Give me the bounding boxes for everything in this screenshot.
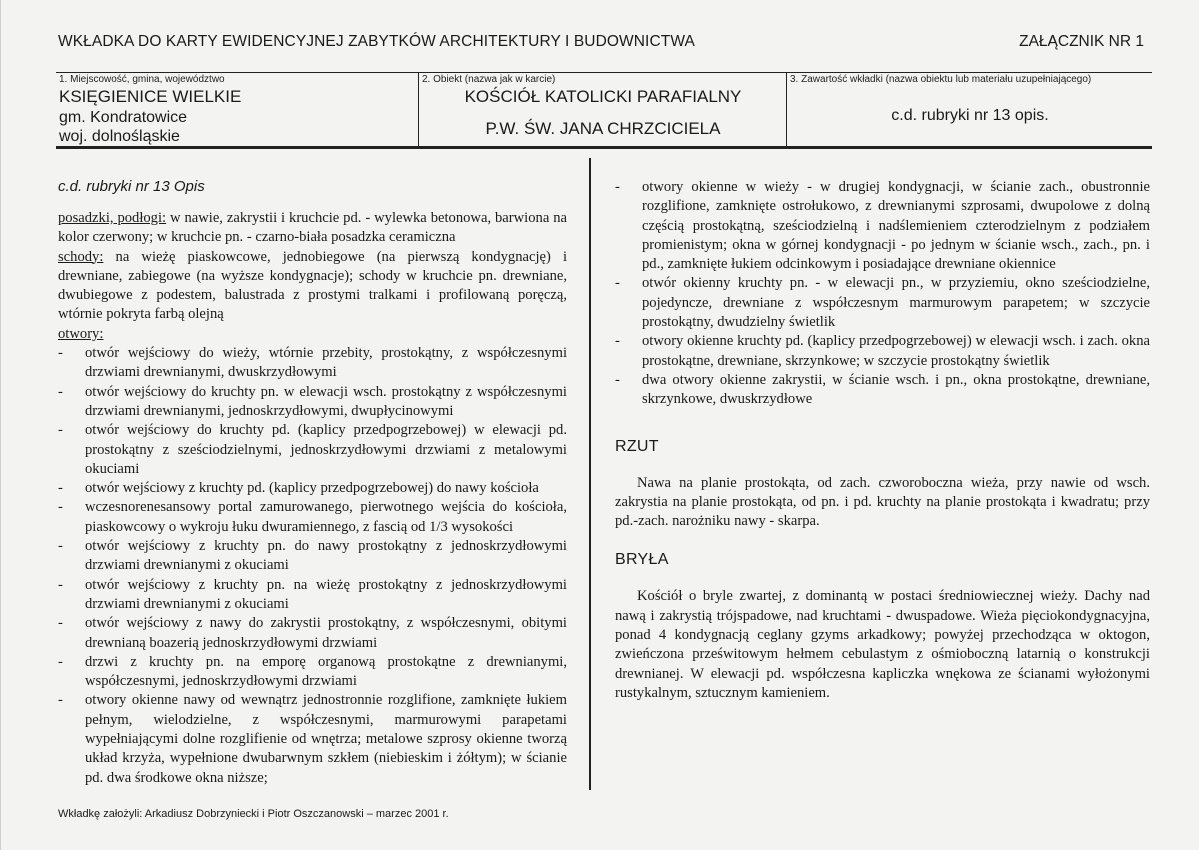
left-column: [58, 160, 567, 788]
list-item: - otwory okienne nawy od wewnątrz jednostronnie rozglifione, zamknięte łukiem pełnym, wielodzielne, z współczesnymi, marmurowymi parapetami wypełniającymi dolne rozglifienie od wnętrza; metalowe szprosy okienne tworzą układ krzyża, wypełnione dwubarwnym szkłem (niebieskim i żółtym); w ścianie pd. dwa środkowe okna niższe;: [58, 691, 567, 787]
list-item: - otwór wejściowy do wieży, wtórnie przebity, prostokątny, z współczesnymi drzwiami drewnianymi, dwuskrzydłowymi: [58, 344, 567, 383]
floors-paragraph: [58, 209, 567, 248]
location-box: [56, 73, 418, 146]
info-boxes: [56, 72, 1152, 149]
stairs-label: schody:: [58, 248, 104, 265]
column-divider: [589, 158, 591, 790]
list-item: - dwa otwory okienne zakrystii, w ścianie wsch. i pn., okna prostokątne, drewniane, skrzynkowe, dwuskrzydłowe: [615, 371, 1150, 410]
list-item: - otwór wejściowy z kruchty pn. do nawy prostokątny z jednoskrzydłowymi drzwiami drewnianymi z okuciami: [58, 537, 567, 576]
list-item: - otwór okienny kruchty pn. - w elewacji pn., w przyziemiu, okno sześciodzielne, pojedyncze, drewniane z współczesnym marmurowym parapetem; w szczycie prostokątny, dwudzielny świetlik: [615, 274, 1150, 332]
list-item: - otwór wejściowy do kruchty pn. w elewacji wsch. prostokątny z współczesnymi drzwiami drewnianymi, jednoskrzydłowymi, dwupłycinowymi: [58, 383, 567, 422]
location-label: 1. Miejscowość, gmina, województwo: [59, 74, 225, 85]
list-item: - drzwi z kruchty pn. na emporę organową prostokątne z drewnianymi, współczesnymi, jednoskrzydłowymi drzwiami: [58, 653, 567, 692]
floors-label: posadzki, podłogi:: [58, 210, 167, 226]
list-item: - otwory okienne kruchty pd. (kaplicy przedpogrzebowej) w elewacji wsch. i zach. okna prostokątne, drewniane, skrzynkowe; w szczycie prostokątny świetlik: [615, 332, 1150, 371]
contents-label: 3. Zawartość wkładki (nazwa obiektu lub materiału uzupełniającego): [790, 74, 1092, 85]
annex-label: ZAŁĄCZNIK NR 1: [1019, 33, 1144, 50]
list-item: - otwór wejściowy z nawy do zakrystii prostokątny, z współczesnymi, obitymi drewnianą boazerią jednoskrzydłowymi drzwiami: [58, 614, 567, 653]
object-name-line1: KOŚCIÓŁ KATOLICKI PARAFIALNY: [464, 87, 742, 106]
plan-heading: RZUT: [615, 437, 659, 455]
form-title: WKŁADKA DO KARTY EWIDENCYJNEJ ZABYTKÓW ARCHITEKTURY I BUDOWNICTWA: [58, 33, 695, 50]
stairs-paragraph: [58, 248, 567, 325]
contents-box: [786, 73, 1153, 146]
object-box: [418, 73, 787, 146]
window-openings-list: [615, 178, 1150, 410]
list-item: - wczesnorenesansowy portal zamurowanego, pierwotnego wejścia do kościoła, piaskowcowy o wykroju łuku dwuramiennego, z fascią od 1/3 wysokości: [58, 498, 567, 537]
list-item: - otwory okienne w wieży - w drugiej kondygnacji, w ścianie zach., obustronnie rozglifione, zamknięte ostrołukowo, z drewnianymi szprosami, dwupolowe z dolną częścią prostokątną, sześciodzielną i nadślemieniem czterodzielnym z podziałem promienistym; okna w górnej kondygnacji - po jednym w ścianie wsch., zach., pn. i pd., zamknięte łukiem odcinkowym i posiadające drewniane okiennice: [615, 178, 1150, 274]
right-column: [615, 160, 1150, 703]
object-label: 2. Obiekt (nazwa jak w karcie): [422, 74, 556, 85]
object-name-line2: P.W. ŚW. JANA CHRZCICIELA: [485, 119, 721, 138]
stairs-text: na wieżę piaskowcowe, jednobiegowe (na pierwszą kondygnację) i drewniane, zabiegowe (na wyższe kondygnacje); schody w kruchcie pn. drewniane, dwubiegowe z podestem, balustrada z prostymi tralkami i profilowaną poręczą, wtórnie pokryta farbą olejną: [58, 248, 567, 323]
town-name: KSIĘGIENICE WIELKIE: [59, 87, 242, 106]
commune-name: gm. Kondratowice: [59, 109, 188, 126]
list-item: - otwór wejściowy do kruchty pd. (kaplicy przedpogrzebowej) w elewacji pd. prostokątny z sześciodzielnymi, jednoskrzydłowymi drzwiami z metalowymi okuciami: [58, 421, 567, 479]
mass-heading: BRYŁA: [615, 551, 669, 569]
floors-text: w nawie, zakrystii i kruchcie pd. - wylewka betonowa, barwiona na kolor czerwony; w kruchcie pn. - czarno-biała posadzka ceramiczna: [58, 210, 567, 246]
list-item: - otwór wejściowy z kruchty pn. na wieżę prostokątny z jednoskrzydłowymi drzwiami drewnianymi z okuciami: [58, 576, 567, 615]
contents-value: c.d. rubryki nr 13 opis.: [891, 107, 1049, 124]
authors-note: Wkładkę założyli: Arkadiusz Dobrzyniecki i Piotr Oszczanowski – marzec 2001 r.: [58, 808, 449, 820]
mass-paragraph: Kościół o bryle zwartej, z dominantą w postaci średniowiecznej wieży. Dachy nad nawą i zakrystią trójspadowe, nad kruchtami - dwuspadowe. Wieża pięciokondygnacyjna, ponad 4 kondygnacją ceglany gzyms arkadkowy; powyżej przechodząca w oktogon, zwieńczona prześwitowym hełmem cebulastym z ośmioboczną latarnią o konstrukcji drewnianej. W elewacji pd. współczesna kapliczka wnękowa ze ścianami wyłożonymi rustykalnym, sztucznym kamieniem.: [615, 588, 1150, 701]
continuation-heading: c.d. rubryki nr 13 Opis: [58, 178, 205, 195]
openings-list: [58, 344, 567, 788]
plan-paragraph: Nawa na planie prostokąta, od zach. czworoboczna wieża, przy nawie od wsch. zakrystia na planie prostokąta, od pn. i pd. kruchty na planie prostokąta i kwadratu; przy pd.-zach. narożniku nawy - skarpa.: [615, 474, 1150, 530]
openings-label: otwory:: [58, 325, 104, 342]
voivodeship-name: woj. dolnośląskie: [59, 128, 180, 145]
list-item: - otwór wejściowy z kruchty pd. (kaplicy przedpogrzebowej) do nawy kościoła: [58, 479, 567, 498]
openings-paragraph: [58, 325, 567, 344]
